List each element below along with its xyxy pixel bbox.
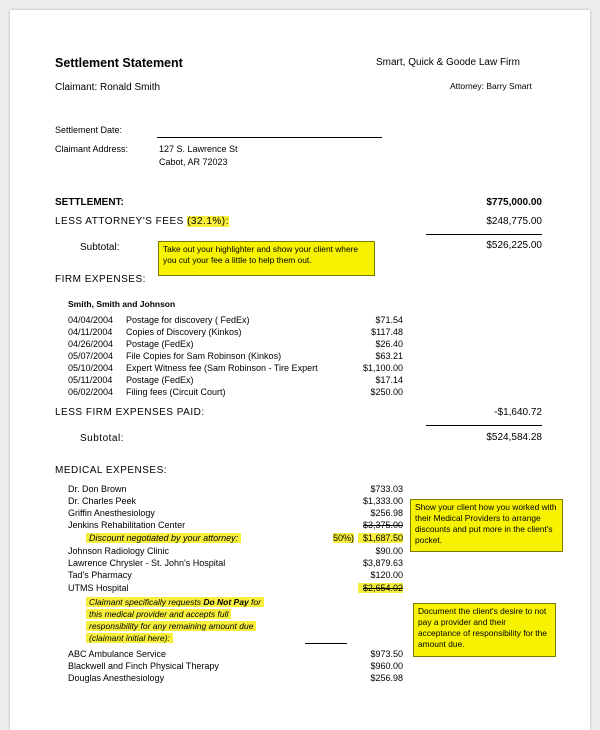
firm-expense-row bbox=[68, 327, 403, 337]
fees-rule bbox=[426, 234, 542, 235]
less-firm-expenses-amount: -$1,640.72 bbox=[494, 407, 542, 418]
provider-name: Jenkins Rehabilitation Center bbox=[68, 520, 186, 530]
subtotal-2-amount: $524,584.28 bbox=[486, 432, 542, 443]
expense-desc: Expert Witness fee (Sam Robinson - Tire Expert bbox=[126, 363, 318, 373]
provider-amount: $256.98 bbox=[370, 673, 403, 683]
do-not-pay: Do Not Pay bbox=[203, 597, 249, 607]
medical-expense-row bbox=[68, 583, 403, 594]
expense-desc: Copies of Discovery (Kinkos) bbox=[126, 327, 242, 337]
attorney-fees-percent: (32.1%): bbox=[187, 216, 229, 227]
settlement-amount: $775,000.00 bbox=[486, 197, 542, 208]
medical-expenses-heading: MEDICAL EXPENSES: bbox=[55, 465, 168, 476]
request-line-4: (claimant initial here): bbox=[86, 633, 173, 643]
claimant-name: Claimant: Ronald Smith bbox=[55, 82, 161, 93]
request-line-2: this medical provider and accepts full bbox=[86, 609, 231, 619]
medical-discount-note: Show your client how you worked with their Medical Providers to arrange discounts and put more in the client's pocket. bbox=[410, 499, 563, 552]
medical-expense-row bbox=[68, 484, 403, 494]
expenses-rule bbox=[426, 425, 542, 426]
request-line-1-post: for bbox=[248, 597, 261, 607]
discount-percent: 50%) bbox=[333, 533, 355, 543]
expense-amount: $1,100.00 bbox=[362, 363, 403, 373]
medical-expense-row bbox=[68, 673, 403, 683]
expense-desc: Postage for discovery ( FedEx) bbox=[126, 315, 250, 325]
provider-name: Tad's Pharmacy bbox=[68, 570, 132, 580]
expense-date: 04/04/2004 bbox=[68, 315, 114, 325]
medical-expense-row bbox=[68, 520, 403, 530]
provider-name: Dr. Charles Peek bbox=[68, 496, 137, 506]
address-line-2: Cabot, AR 72023 bbox=[159, 157, 228, 167]
firm-expense-row bbox=[68, 315, 403, 325]
request-line-1 bbox=[86, 597, 264, 607]
expense-desc: Filing fees (Circuit Court) bbox=[126, 387, 226, 397]
provider-amount: $960.00 bbox=[370, 661, 403, 671]
settlement-date-label: Settlement Date: bbox=[55, 125, 123, 135]
firm-expense-row bbox=[68, 375, 403, 385]
request-line-1-pre: Claimant specifically requests bbox=[89, 597, 204, 607]
provider-amount: $973.50 bbox=[370, 649, 403, 659]
settlement-label: SETTLEMENT: bbox=[55, 197, 124, 208]
provider-amount: $733.03 bbox=[370, 484, 403, 494]
provider-name: Johnson Radiology Clinic bbox=[68, 546, 170, 556]
address-label: Claimant Address: bbox=[55, 144, 129, 154]
subtotal-2-label: Subtotal: bbox=[80, 433, 124, 444]
expense-amount: $17.14 bbox=[375, 375, 403, 385]
discount-label: Discount negotiated by your attorney: bbox=[86, 533, 241, 543]
expense-desc: File Copies for Sam Robinson (Kinkos) bbox=[126, 351, 282, 361]
provider-amount: $1,333.00 bbox=[362, 496, 403, 506]
expense-date: 04/11/2004 bbox=[68, 327, 113, 337]
provider-amount-struck: $2,654.02 bbox=[358, 583, 403, 593]
firm-name: Smart, Quick & Goode Law Firm bbox=[376, 57, 520, 68]
provider-name: UTMS Hospital bbox=[68, 583, 129, 593]
firm-vendor: Smith, Smith and Johnson bbox=[68, 299, 176, 309]
firm-expense-row bbox=[68, 339, 403, 349]
discount-row bbox=[68, 533, 403, 544]
expense-amount: $71.54 bbox=[375, 315, 403, 325]
document-title: Settlement Statement bbox=[55, 56, 183, 70]
provider-amount-struck: $3,375.00 bbox=[362, 520, 403, 530]
provider-name: Dr. Don Brown bbox=[68, 484, 127, 494]
medical-expense-row bbox=[68, 661, 403, 671]
medical-expense-row bbox=[68, 496, 403, 506]
attorney-fees-text: LESS ATTORNEY'S FEES bbox=[55, 216, 184, 227]
address-line-1: 127 S. Lawrence St bbox=[159, 144, 238, 154]
claimant-initial-field bbox=[305, 643, 347, 644]
expense-date: 06/02/2004 bbox=[68, 387, 114, 397]
expense-desc: Postage (FedEx) bbox=[126, 375, 194, 385]
expense-date: 05/11/2004 bbox=[68, 375, 113, 385]
provider-name: Lawrence Chrysler - St. John's Hospital bbox=[68, 558, 226, 568]
less-firm-expenses-label: LESS FIRM EXPENSES PAID: bbox=[55, 407, 205, 418]
request-line-3: responsibility for any remaining amount due bbox=[86, 621, 256, 631]
firm-expense-row bbox=[68, 351, 403, 361]
attorney-fees-label bbox=[55, 216, 229, 227]
expense-amount: $117.48 bbox=[371, 327, 403, 337]
discount-amount: $1,687.50 bbox=[358, 533, 403, 543]
settlement-document bbox=[10, 10, 590, 730]
provider-name: Blackwell and Finch Physical Therapy bbox=[68, 661, 219, 671]
provider-amount: $3,879.63 bbox=[362, 558, 403, 568]
firm-expenses-heading: FIRM EXPENSES: bbox=[55, 274, 146, 285]
settlement-date-field bbox=[157, 137, 382, 138]
expense-date: 05/07/2004 bbox=[68, 351, 114, 361]
medical-expense-row bbox=[68, 570, 403, 580]
firm-expense-row bbox=[68, 387, 403, 397]
medical-expense-row bbox=[68, 508, 403, 518]
medical-expense-row bbox=[68, 558, 403, 568]
medical-expense-row bbox=[68, 546, 403, 556]
provider-amount: $120.00 bbox=[370, 570, 403, 580]
subtotal-1-amount: $526,225.00 bbox=[486, 240, 542, 251]
provider-amount: $256.98 bbox=[370, 508, 403, 518]
expense-amount: $26.40 bbox=[375, 339, 403, 349]
expense-amount: $63.21 bbox=[375, 351, 403, 361]
provider-amount: $90.00 bbox=[375, 546, 403, 556]
attorney-name: Attorney: Barry Smart bbox=[450, 81, 532, 91]
expense-date: 04/26/2004 bbox=[68, 339, 114, 349]
attorney-fees-amount: $248,775.00 bbox=[486, 216, 542, 227]
provider-name: Griffin Anesthesiology bbox=[68, 508, 155, 518]
expense-amount: $250.00 bbox=[370, 387, 403, 397]
provider-name: Douglas Anesthesiology bbox=[68, 673, 165, 683]
expense-desc: Postage (FedEx) bbox=[126, 339, 194, 349]
highlighter-note: Take out your highlighter and show your client where you cut your fee a little to help them out. bbox=[158, 241, 375, 276]
firm-expense-row bbox=[68, 363, 403, 373]
expense-date: 05/10/2004 bbox=[68, 363, 114, 373]
medical-expense-row bbox=[68, 649, 403, 659]
subtotal-1-label: Subtotal: bbox=[80, 242, 120, 253]
refusal-note: Document the client's desire to not pay a provider and their acceptance of responsibility for the amount due. bbox=[413, 603, 556, 657]
provider-name: ABC Ambulance Service bbox=[68, 649, 167, 659]
